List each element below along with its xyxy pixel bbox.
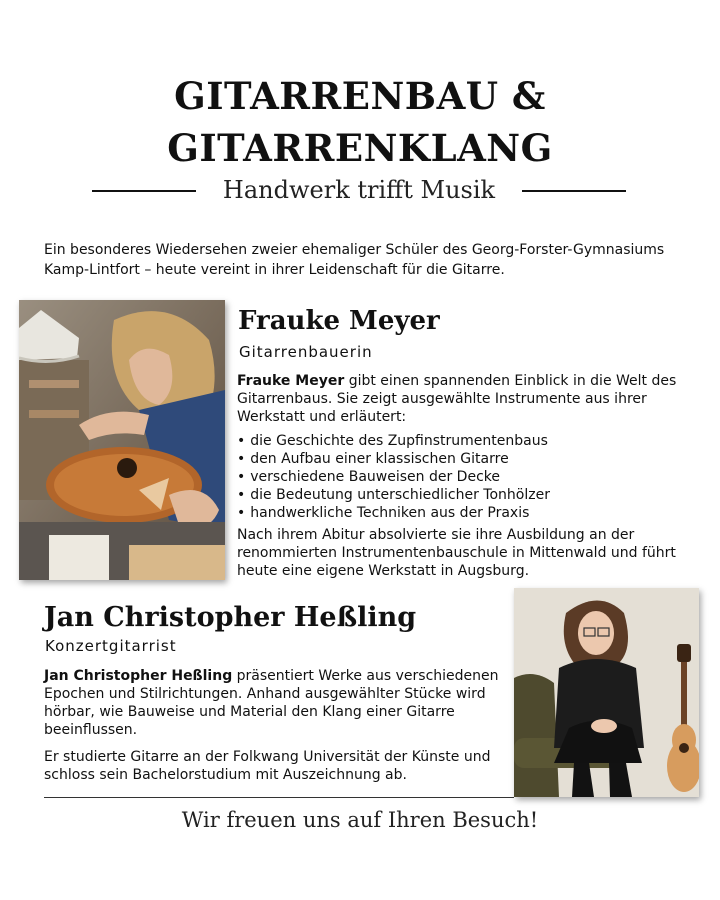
list-item: • die Bedeutung unterschiedlicher Tonhölzer <box>237 486 687 504</box>
subtitle: Handwerk trifft Musik <box>222 176 496 204</box>
person2-name: Jan Christopher Heßling <box>44 602 417 633</box>
list-item: • den Aufbau einer klassischen Gitarre <box>237 450 687 468</box>
luthier-photo <box>19 300 225 580</box>
person2-lead-bold: Jan Christopher Heßling <box>44 668 233 684</box>
person2-lead <box>44 667 504 739</box>
title-line-1: GITARRENBAU & <box>174 74 546 118</box>
person2-description <box>44 667 504 793</box>
list-item: • verschiedene Bauweisen der Decke <box>237 468 687 486</box>
person1-lead-text: gibt einen spannenden Einblick in die Welt des Gitarrenbaus. Sie zeigt ausgewählte Instrumente aus ihrer Werkstatt und erläutert: <box>237 373 677 425</box>
footer-divider <box>44 797 514 798</box>
title-line-2: GITARRENKLANG <box>167 126 553 170</box>
person1-description <box>237 372 687 580</box>
person1-bio: Nach ihrem Abitur absolvierte sie ihre Ausbildung an der renommierten Instrumentenbauschule in Mittenwald und führt heute eine eigene Werkstatt in Augsburg. <box>237 527 676 579</box>
person2-bio: Er studierte Gitarre an der Folkwang Universität der Künste und schloss sein Bachelorstudium mit Auszeichnung ab. <box>44 749 491 783</box>
subtitle-row <box>92 172 626 212</box>
luthier-photo-illustration <box>19 300 225 580</box>
subtitle-rule-right <box>522 190 626 192</box>
person1-lead-bold: Frauke Meyer <box>237 373 345 389</box>
closing-text: Wir freuen uns auf Ihren Besuch! <box>181 808 539 832</box>
intro-text: Ein besonderes Wiedersehen zweier ehemaliger Schüler des Georg-Forster-Gymnasiums Kamp-Lintfort – heute vereint in ihrer Leidenschaft für die Gitarre. <box>44 242 665 278</box>
guitarist-photo-illustration <box>514 588 699 797</box>
person1-lead <box>237 372 687 426</box>
list-item: • handwerkliche Techniken aus der Praxis <box>237 504 687 522</box>
list-item: • die Geschichte des Zupfinstrumentenbaus <box>237 432 687 450</box>
person1-topic-list <box>237 432 687 522</box>
person1-role: Gitarrenbauerin <box>239 343 373 361</box>
person2-role: Konzertgitarrist <box>45 637 177 655</box>
person2-lead-text: präsentiert Werke aus verschiedenen Epochen und Stilrichtungen. Anhand ausgewählter Stücke wird hörbar, wie Bauweise und Material den Klang einer Gitarre beeinflussen. <box>44 668 499 738</box>
person1-name: Frauke Meyer <box>238 306 440 336</box>
guitarist-photo <box>514 588 699 797</box>
